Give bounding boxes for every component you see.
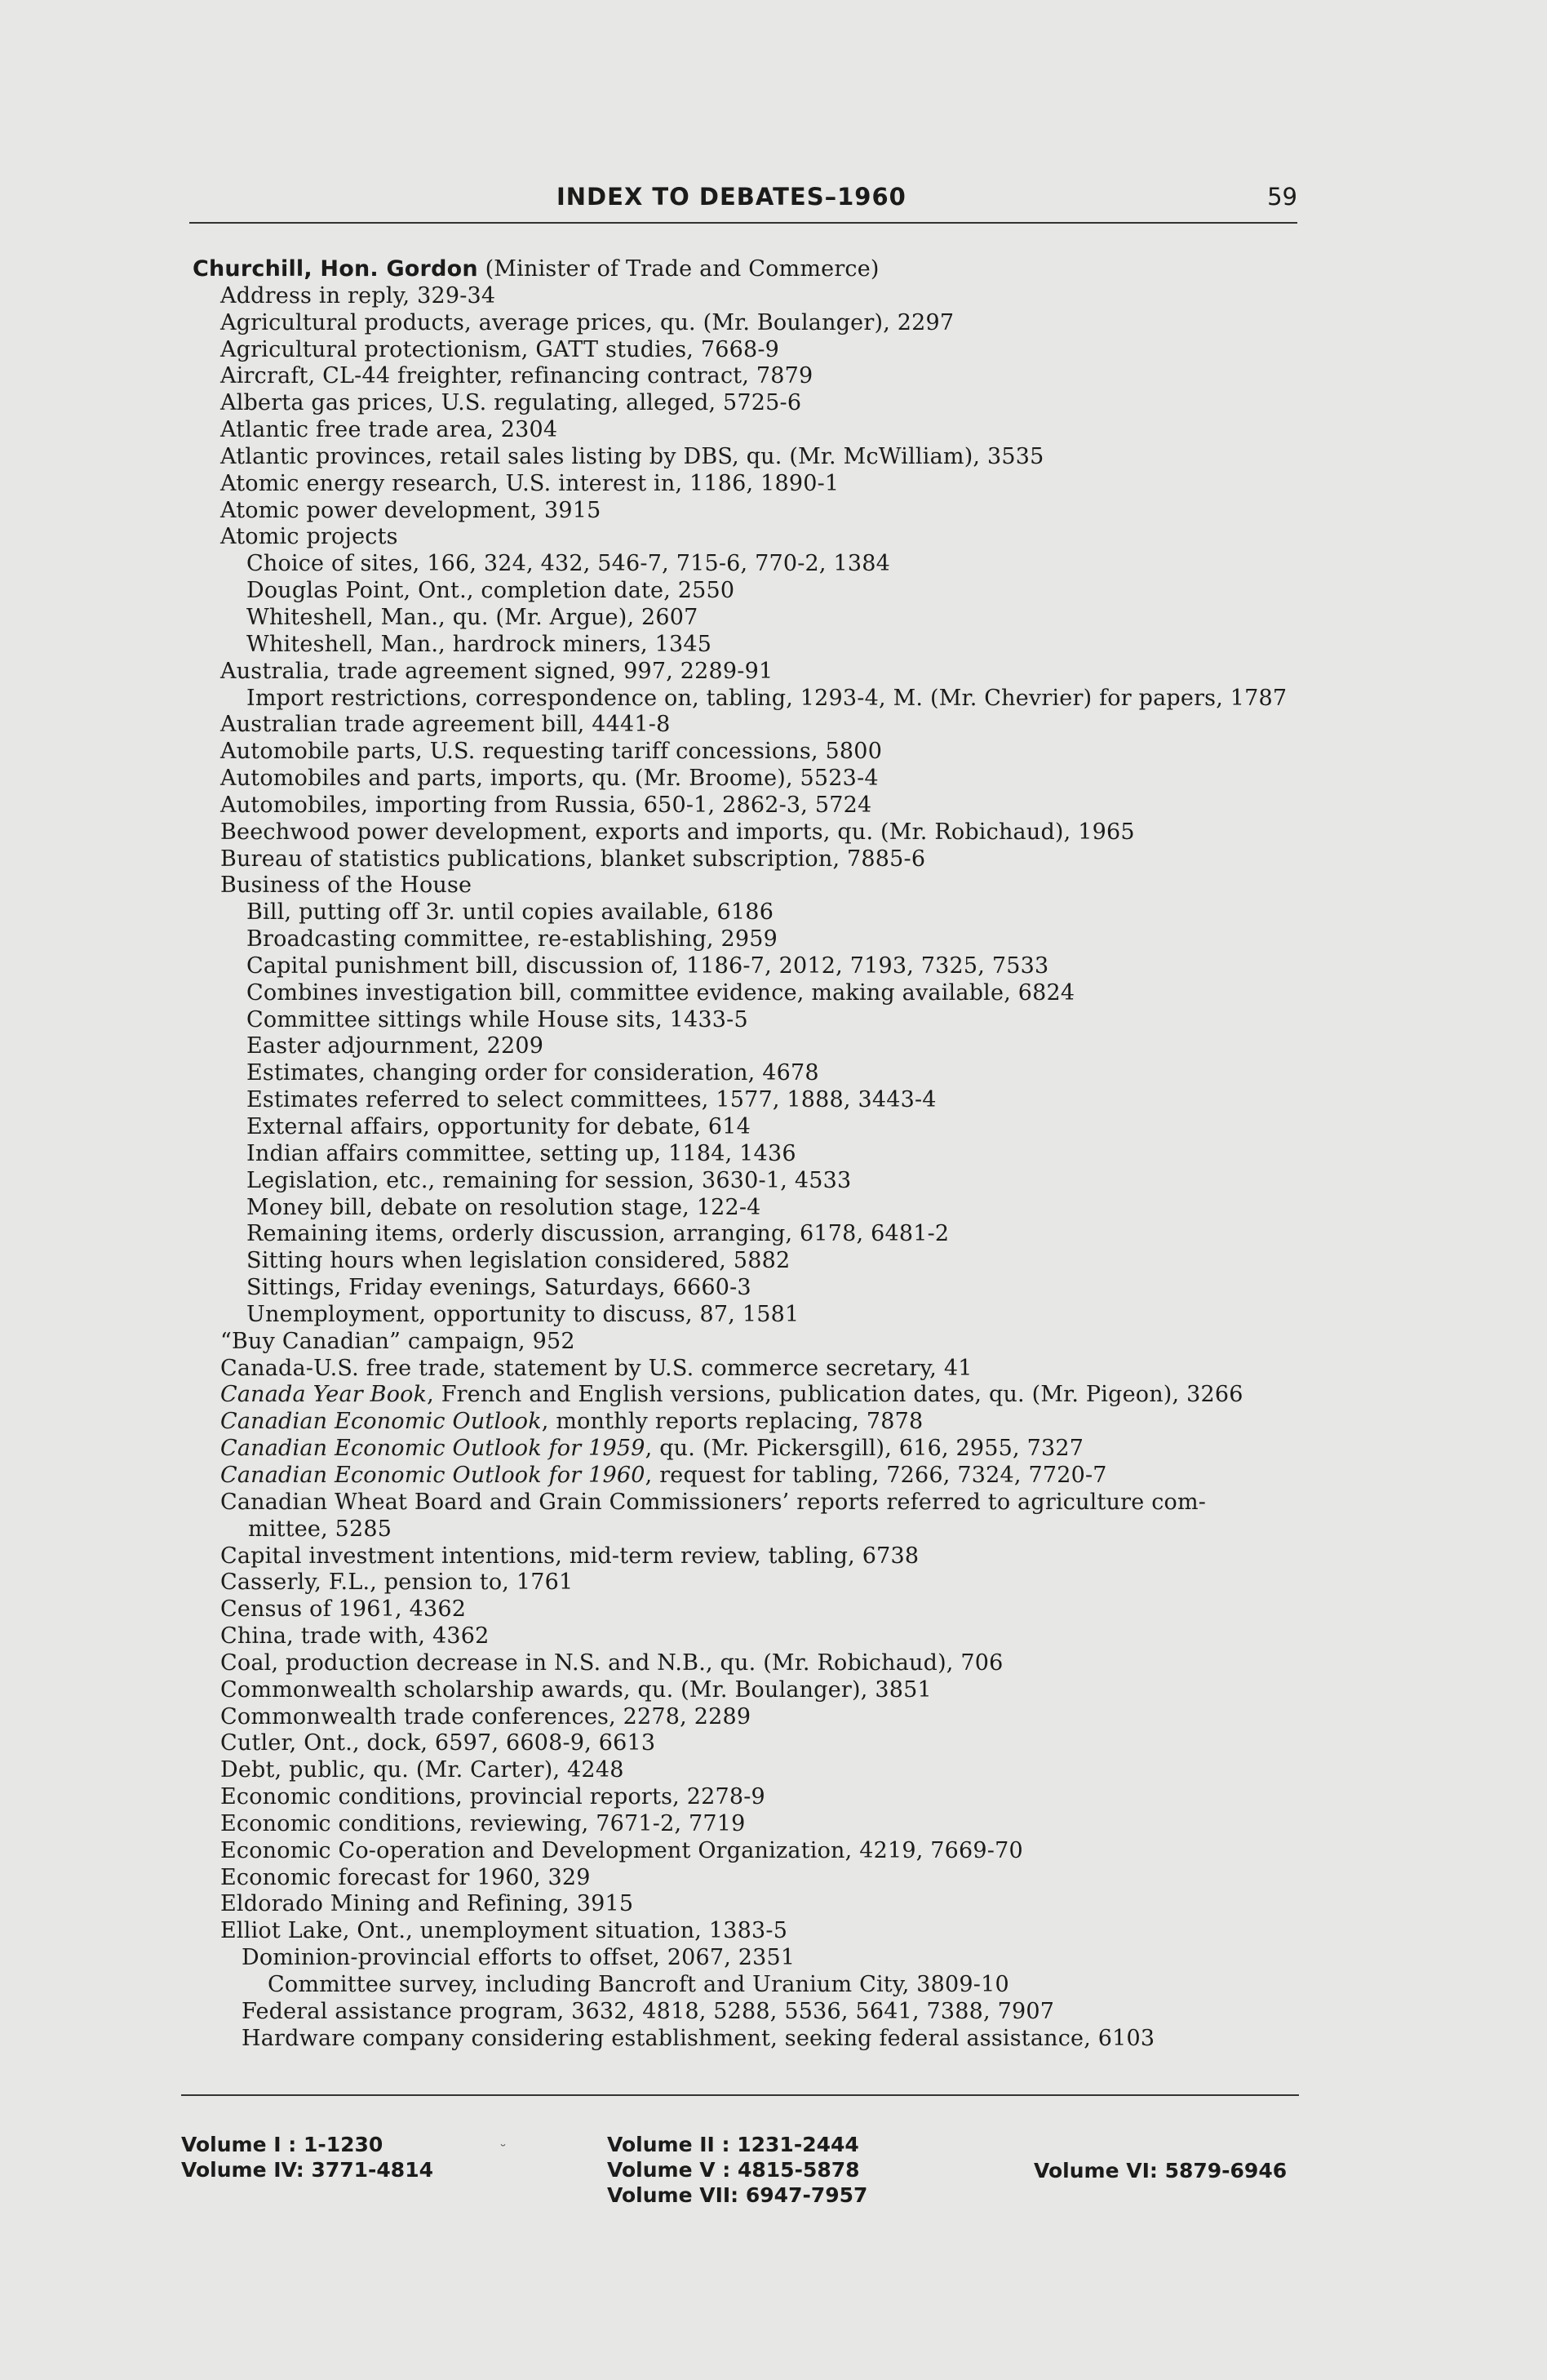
index-entry: Aircraft, CL-44 freighter, refinancing contract, 7879 [220,363,813,389]
heading-role: (Minister of Trade and Commerce) [477,256,880,282]
page-number: 59 [1267,183,1297,211]
publication-title: Canadian Economic Outlook for 1959 [220,1436,645,1462]
publication-title: Canada Year Book [220,1382,428,1408]
index-entry: Atomic energy research, U.S. interest in, 1186, 1890-1 [220,470,840,496]
index-entry: Automobiles, importing from Russia, 650-1, 2862-3, 5724 [220,792,872,818]
index-subentry: Easter adjournment, 2209 [246,1033,544,1059]
volume-range: Volume VI: 5879-6946 [1034,2159,1288,2182]
index-entry: Commonwealth scholarship awards, qu. (Mr. Boulanger), 3851 [220,1676,932,1703]
index-entry: Agricultural protectionism, GATT studies, 7668-9 [220,336,780,362]
index-subentry: Estimates referred to select committees, 1577, 1888, 3443-4 [246,1087,937,1113]
index-subentry: Whiteshell, Man., hardrock miners, 1345 [246,631,712,657]
index-subentry: Committee sittings while House sits, 1433-5 [246,1006,748,1032]
index-entry: Eldorado Mining and Refining, 3915 [220,1891,634,1917]
index-entry: Cutler, Ont., dock, 6597, 6608-9, 6613 [220,1730,656,1756]
volume-column [1034,2158,1287,2183]
entry-line: Canadian Wheat Board and Grain Commissioners’ reports referred to agriculture com- [220,1489,1207,1515]
index-entry [193,1463,1351,1490]
index-subentry: Money bill, debate on resolution stage, 122-4 [246,1194,761,1220]
index-heading [193,256,1351,283]
index-subentry: External affairs, opportunity for debate, 614 [246,1114,751,1139]
index-subentry: Sitting hours when legislation considered, 5882 [246,1248,791,1274]
index-entry: Elliot Lake, Ont., unemployment situation, 1383-5 [220,1918,788,1944]
index-subentry: Indian affairs committee, setting up, 1184, 1436 [246,1140,796,1166]
volume-column [181,2132,433,2182]
volume-column [607,2132,867,2208]
index-entry: “Buy Canadian” campaign, 952 [220,1328,575,1354]
index-subentry: Broadcasting committee, re-establishing, 2959 [246,926,778,952]
volume-range: Volume I : 1-1230 [181,2133,383,2156]
entry-detail: , request for tabling, 7266, 7324, 7720-7 [645,1462,1107,1488]
index-entry [193,1436,1351,1463]
volume-range: Volume II : 1231-2444 [607,2133,859,2156]
index-entry: Business of the House [220,873,472,899]
index-entry: Commonwealth trade conferences, 2278, 2289 [220,1703,751,1729]
index-subentry: Dominion-provincial efforts to offset, 2067, 2351 [242,1945,796,1971]
index-entry: Agricultural products, average prices, qu. (Mr. Boulanger), 2297 [220,309,955,335]
index-entry: Economic Co-operation and Development Organization, 4219, 7669-70 [220,1837,1023,1863]
index-entry: Australian trade agreement bill, 4441-8 [220,712,671,738]
index-subentry: Legislation, etc., remaining for session, 3630-1, 4533 [246,1167,852,1193]
index-subentry: Whiteshell, Man., qu. (Mr. Argue), 2607 [246,604,698,630]
index-subentry: Combines investigation bill, committee evidence, making available, 6824 [246,979,1075,1006]
index-subentry: Import restrictions, correspondence on, tabling, 1293-4, M. (Mr. Chevrier) for papers, 1787 [246,685,1288,711]
index-subentry: Sittings, Friday evenings, Saturdays, 6660-3 [246,1275,751,1301]
index-entry: Atomic power development, 3915 [220,497,601,523]
index-subentry: Choice of sites, 166, 324, 432, 546-7, 715-6, 770-2, 1384 [246,551,891,577]
index-entry: Capital investment intentions, mid-term review, tabling, 6738 [220,1543,920,1569]
index-entry: Automobile parts, U.S. requesting tariff concessions, 5800 [220,739,883,765]
entry-detail: , qu. (Mr. Pickersgill), 616, 2955, 7327 [645,1436,1084,1462]
volume-range: Volume V : 4815-5878 [607,2158,860,2182]
publication-title: Canadian Economic Outlook [220,1409,542,1435]
index-subentry: Federal assistance program, 3632, 4818, 5288, 5536, 5641, 7388, 7907 [242,1998,1055,2024]
index-entry: Economic forecast for 1960, 329 [220,1864,591,1890]
heading-name: Churchill, Hon. Gordon [193,256,478,282]
index-subentry: Remaining items, orderly discussion, arranging, 6178, 6481-2 [246,1221,950,1247]
index-entry: China, trade with, 4362 [220,1623,490,1650]
index-subentry: Hardware company considering establishment, seeking federal assistance, 6103 [242,2025,1155,2051]
entry-detail: , French and English versions, publication dates, qu. (Mr. Pigeon), 3266 [427,1382,1243,1408]
index-entry: Address in reply, 329-34 [220,282,496,309]
index-subentry: Estimates, changing order for consideration, 4678 [246,1060,819,1086]
index-subsubentry: Committee survey, including Bancroft and Uranium City, 3809-10 [268,1972,1009,1997]
index-entry: Atlantic free trade area, 2304 [220,417,558,443]
publication-title: Canadian Economic Outlook for 1960 [220,1462,645,1488]
index-entry: Casserly, F.L., pension to, 1761 [220,1570,574,1596]
index-entry: Australia, trade agreement signed, 997, 2289-91 [220,658,774,684]
index-entry: Coal, production decrease in N.S. and N.B., qu. (Mr. Robichaud), 706 [220,1650,1004,1676]
index-entry: Economic conditions, provincial reports, 2278-9 [220,1784,765,1810]
index-entry: Alberta gas prices, U.S. regulating, alleged, 5725-6 [220,390,802,416]
index-entry: Beechwood power development, exports and imports, qu. (Mr. Robichaud), 1965 [220,819,1135,845]
running-header [189,176,1297,224]
index-entry [193,1382,1351,1409]
index-entry: Debt, public, qu. (Mr. Carter), 4248 [220,1757,624,1783]
entry-continuation: mittee, 5285 [248,1516,392,1542]
index-entries [193,256,1351,2053]
index-entry: Atlantic provinces, retail sales listing by DBS, qu. (Mr. McWilliam), 3535 [220,443,1044,469]
index-subentry: Capital punishment bill, discussion of, 1186-7, 2012, 7193, 7325, 7533 [246,952,1049,979]
index-entry: Canada-U.S. free trade, statement by U.S. commerce secretary, 41 [220,1355,973,1381]
index-entry: Automobiles and parts, imports, qu. (Mr. Broome), 5523-4 [220,766,879,792]
index-entry: Bureau of statistics publications, blanket subscription, 7885-6 [220,846,926,872]
index-subentry: Unemployment, opportunity to discuss, 87, 1581 [246,1301,800,1327]
index-entry [193,1409,1351,1436]
volume-key [181,2094,1299,2235]
volume-range: Volume IV: 3771-4814 [181,2158,433,2182]
index-entry: Atomic projects [220,524,398,550]
index-entry: Census of 1961, 4362 [220,1596,467,1623]
scan-speck: ˘ [499,2142,507,2160]
index-entry [193,1490,1351,1543]
volume-range: Volume VII: 6947-7957 [607,2183,868,2207]
entry-detail: , monthly reports replacing, 7878 [541,1409,924,1435]
index-entry: Economic conditions, reviewing, 7671-2, 7719 [220,1810,746,1836]
index-subentry: Douglas Point, Ont., completion date, 2550 [246,578,735,604]
index-subentry: Bill, putting off 3r. until copies available, 6186 [246,899,774,926]
page-title: INDEX TO DEBATES–1960 [556,183,906,211]
